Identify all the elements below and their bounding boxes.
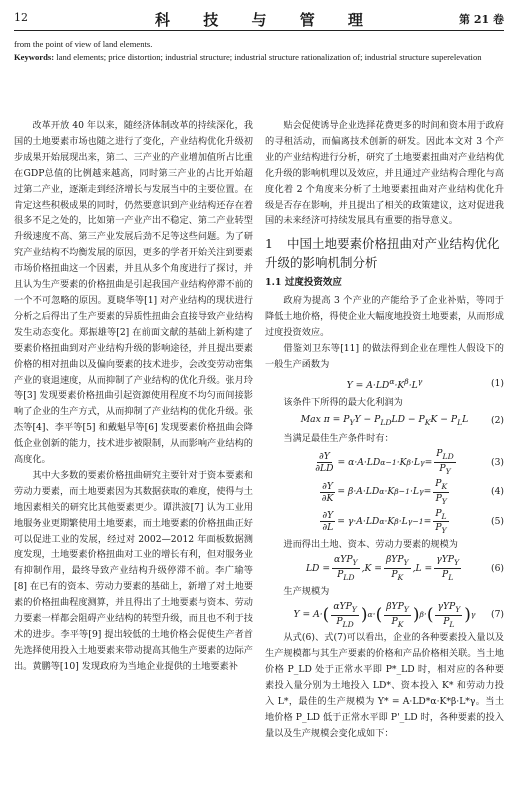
equation-1: $Y = A\cdot LD^\alpha\cdot K^\beta\cdot L^\gamma$ (1) bbox=[346, 376, 504, 391]
abstract-tail bbox=[14, 38, 504, 64]
equation-6: LD = $\frac{\alpha YP_Y}{P_{LD}}$ ,K = $\frac{\beta YP_Y}{P_K}$ ,L = $\frac{\gamma YP_Y}{P_L}$ (6) bbox=[305, 554, 504, 582]
body-paragraph-6: 生产规模为 bbox=[283, 585, 330, 597]
journal-title: 科 技 与 管 理 bbox=[155, 11, 377, 29]
equation-number: (7) bbox=[490, 609, 504, 621]
keywords-text: land elements; price distortion; industrial structure; industrial structure rationalization of; industrial structure superelevation bbox=[56, 52, 482, 62]
left-column bbox=[14, 118, 253, 675]
body-paragraph-1: 政府为提高 3 个产业的产能给予了企业补贴，等同于降低土地价格，得使企业大幅度地投资土地要素，从而形成过度投资效应。 bbox=[265, 295, 504, 339]
body-paragraph-5: 进而得出土地、资本、劳动力要素的规模为 bbox=[283, 539, 458, 551]
equation-7: Y = A· ( $\frac{\alpha YP_Y}{P_{LD}}$ ) α · ( $\frac{\beta YP_Y}{P_K}$ ) β · ( $\frac{\gamma YP_Y}{P_L}$ ) γ (7) bbox=[293, 600, 504, 629]
equation-number: (6) bbox=[490, 562, 504, 574]
equation-number: (2) bbox=[490, 415, 504, 427]
page-header bbox=[14, 8, 504, 31]
intro-paragraph-2: 其中大多数的要素价格扭曲研究主要针对于资本要素和劳动力要素，而土地要素因为其数据获取的难度，使得与土地因素相关的研究比其他要素更少。谭洪波[7] 认为工业用地服务业更期繁使用土地要素，而土地要素的价格扭曲正好可以促进工业的发展，经过对 2002—2012 年面板数据测度发现，土地要素价格扭曲对工业的增长有利，但对服务业有抑制作用，最终导致产业结构升级停滞不前。李广瑜等[8] 在已有的资本、劳动力要素的基础上，新增了对土地要素的价格扭曲程度测算，并且得出了土地要素与资本、劳动力要素一样都会阻碍产业结构的转型升级，而且也不利于技术的进步。李平等[9] 提出较低的土地价格会促使生产者首先选择使用投入土地要素来带动提高其他生产要素的边际产出。黄鹏等[10] 发现政府为当地企业提供的土地要素补 bbox=[14, 469, 253, 672]
volume-label: 第 21 卷 bbox=[459, 13, 504, 26]
keywords bbox=[14, 51, 504, 64]
equation-2: Max $\pi = P_YY - P_{LD}LD - P_KK - P_LL$ (2) bbox=[265, 412, 504, 431]
intro-paragraph-1: 改革开放 40 年以来，随经济体制改革的持续深化，我国的土地要素市场也随之进行了变化，产业结构优化升级初步成果开始展现出来，第二、三产业的产业增加值所占比重在GDP总值的比例越来越高，同时第三产业的占比开始超过第二产业，逐渐走到经济增长与发展当中的主要位置。在肯定这些积极成果的同时，仍然要意识到产业结构还存在着很多不足之处的，比如第一产业产出不稳定、第二产业转型升级速度不高、第三产业发展后劲不足等这些问题。为了研究产业结构不均衡发展的原因，更多的学者开始关注到要素市场价格扭曲这一个因素，并且从多个角度进行了探讨，并且认为生产要素的价格扭曲是引起我国产业结构停滞不前的一个不可忽略的原因。夏晓华等[1] 对产业结构的现状进行分析之后得出了生产要素的异质性扭曲会直接导致产业结构发生动态变化。郑振雄等[2] 在前面文献的基础上新构建了要素价格扭曲到对产业结构升级的影响途径，并且提出要素价格的相对扭曲以及偏向要素的技术进步，会改变劳动密集产业的衰退速度，从而抑制了产业结构的优化升级。张月玲等[3] 发现要素价格扭曲引起资源使用程度不均匀而间接影响了企业的生产方式，从而抑制了产业结构的优化升级。张杰等[4]、李平等[5] 和戴魁早等[6] 发现要素价格扭曲会降低企业创新的能力，技术进步被限制，从而影响产业结构的高度化。 bbox=[14, 120, 253, 466]
equation-number: (5) bbox=[490, 515, 504, 527]
equation-number: (4) bbox=[490, 486, 504, 498]
keywords-label: Keywords: bbox=[14, 52, 55, 62]
body-paragraph-4: 当满足最佳生产条件时有： bbox=[283, 433, 394, 445]
section-number: 1 bbox=[265, 236, 273, 252]
body-paragraph-2: 借鉴刘卫东等[11] 的做法得到企业在理性人假设下的一般生产函数为 bbox=[265, 342, 504, 370]
body-paragraph-7: 从式(6)、式(7)可以看出，企业的各种要素投入量以及生产规模都与其生产要素的价格和产品价格相关联。当土地价格 P_LD 处于正常水平即 P*_LD 时，相对应的各种要素投入量分别为土地投入 LD*、资本投入 K* 和劳动力投入 L*，最佳的生产规模为 Y* = A·LD*α·K*β·L*γ。当土地价格 P_LD 低于正常水平即 P'_LD 时，各种要素的投入量以及生产规模会变化成如下： bbox=[265, 632, 504, 739]
equation-3: $\frac{\partial Y}{\partial LD}$ = α·A·LD α−1 ·K β ·L γ = $\frac{P_{LD}}{P_Y}$ (3) bbox=[315, 448, 504, 476]
equation-5: $\frac{\partial Y}{\partial L}$ = γ·A·LD α ·K β ·L γ−1 = $\frac{P_L}{P_Y}$ (5) bbox=[322, 507, 504, 536]
section-title: 中国土地要素价格扭曲对产业结构优化升级的影响机制分析 bbox=[265, 236, 500, 271]
body-paragraph-3: 该条件下所得的最大化利润为 bbox=[283, 396, 403, 408]
right-column bbox=[265, 118, 504, 742]
abstract-last-line: from the point of view of land elements. bbox=[14, 39, 153, 49]
page-number: 12 bbox=[14, 11, 28, 24]
equation-4: $\frac{\partial Y}{\partial K}$ = β·A·LD α ·K β−1 ·L γ = $\frac{P_K}{P_Y}$ (4) bbox=[321, 477, 504, 506]
equation-number: (3) bbox=[490, 456, 504, 468]
subsection-heading: 1.1 过度投资效应 bbox=[265, 277, 342, 289]
section-heading bbox=[265, 234, 504, 272]
equation-number: (1) bbox=[490, 377, 504, 389]
intro-paragraph-3: 贴会促使诱导企业选择花费更多的时间和资本用于政府的寻租活动，而偏离技术创新的研发。因此本文对 3 个产业的产业结构进行分析，研究了土地要素扭曲对产业结构优化升级的影响机理以及效应，并且通过产业结构合理化与高度化着 2 个角度来分析了土地要素扭曲对产业结构优化升级是否存在影响，并且提出了相关的政策建议，这对促进我国的未来经济可持续发展具有重要的指导意义。 bbox=[265, 120, 504, 227]
